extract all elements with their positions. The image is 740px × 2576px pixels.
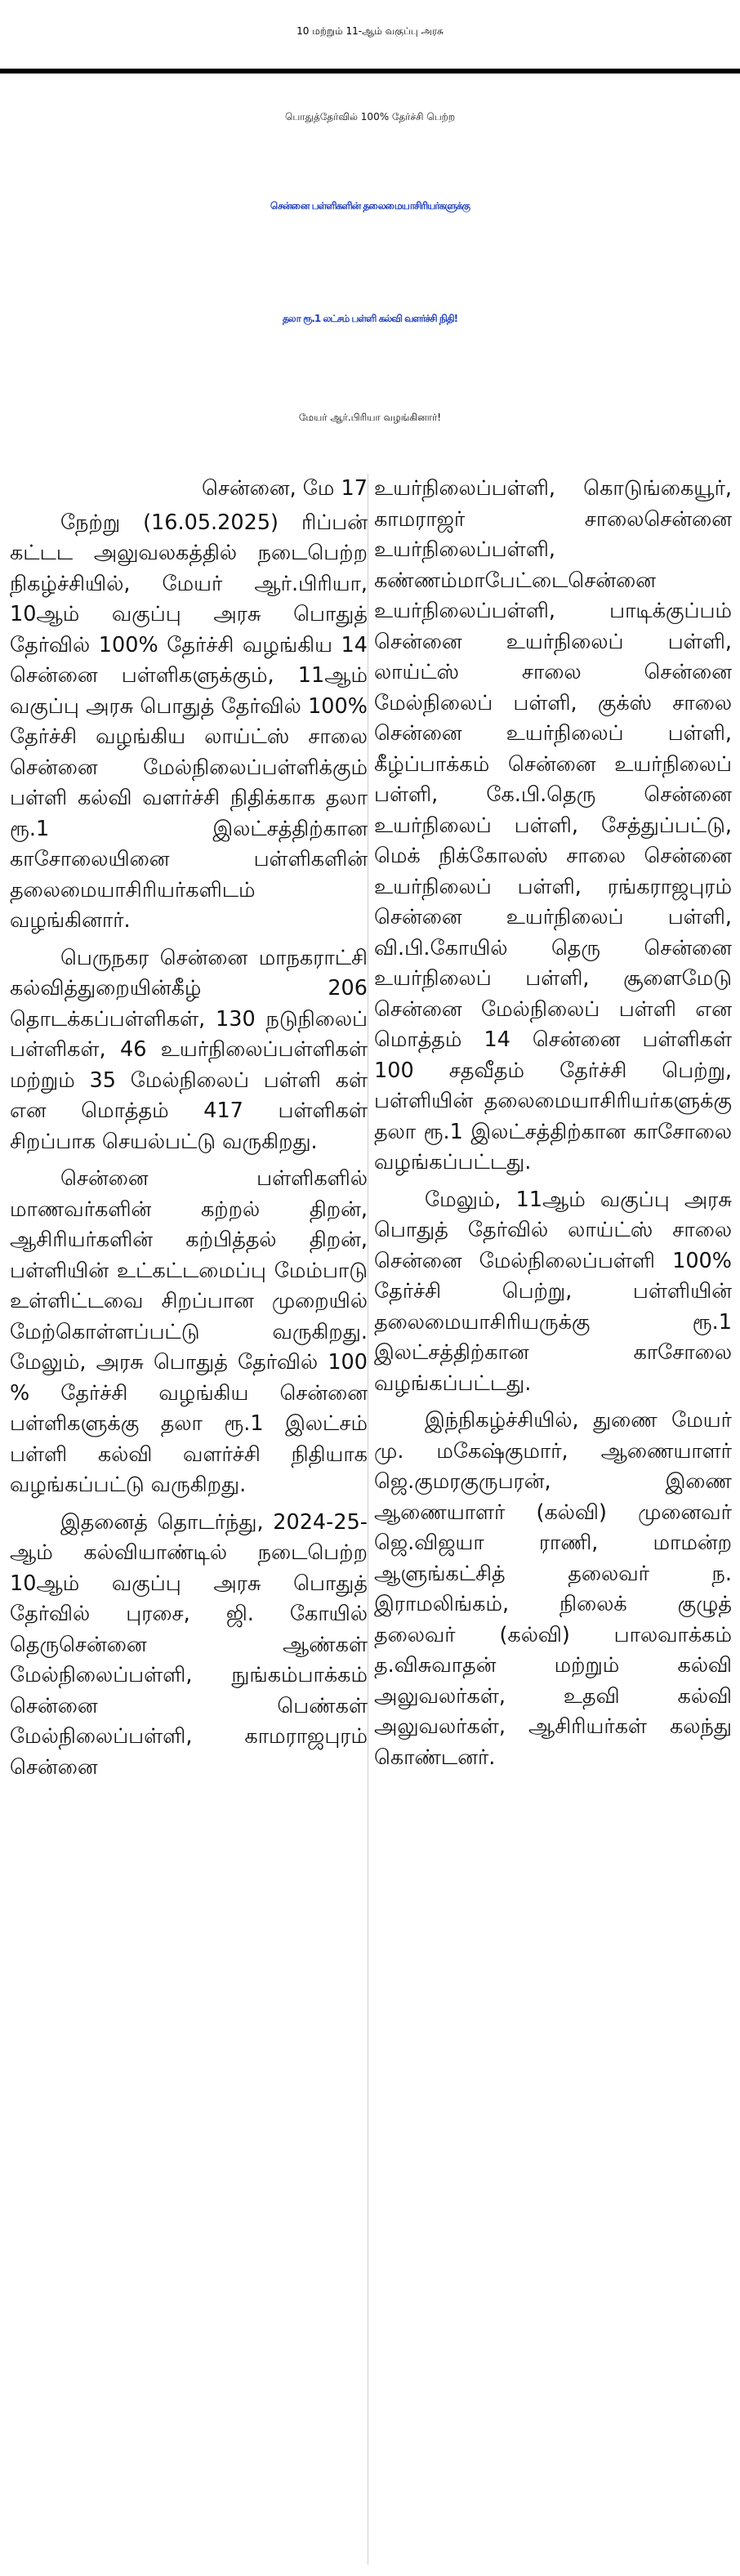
dateline: சென்னை, மே 17 — [202, 476, 368, 501]
headline-line-1: சென்னை பள்ளிகளின் தலைமையாசிரியர்களுக்கு — [270, 200, 470, 212]
headline-line-2: தலா ரூ.1 லட்சம் பள்ளி கல்வி வளர்ச்சி நிதி! — [282, 313, 458, 324]
subheadline: மேயர் ஆர்.பிரியா வழங்கினார்! — [298, 412, 442, 423]
paragraph: இதனைத் தொடர்ந்து, 2024-25-ஆம் கல்வியாண்டில் நடைபெற்ற 10ஆம் வகுப்பு அரசு பொதுத் தேர்வில் புரசை, ஜி. கோயில் தெருசென்னை ஆண்கள் மேல்நிலைப்பள்ளி, நுங்கம்பாக்கம் சென்னை பெண்கள் மேல்நிலைப்பள்ளி, காமராஜபுரம் சென்னை — [10, 1509, 368, 1780]
paragraph: மேலும், 11ஆம் வகுப்பு அரசு பொதுத் தேர்வில் லாய்ட்ஸ் சாலை சென்னை மேல்நிலைப்பள்ளி 100% தேர்ச்சி பெற்று, பள்ளியின் தலைமையாசிரியருக்கு ரூ.1 இலட்சத்திற்கான காசோலை வழங்கப்பட்டது. — [374, 1187, 732, 1396]
kicker-line-2: பொதுத்தேர்வில் 100% தேர்ச்சி பெற்ற — [285, 111, 455, 123]
kicker-line-1: 10 மற்றும் 11-ஆம் வகுப்பு அரசு — [296, 25, 444, 37]
article-column-left — [10, 474, 368, 1789]
paragraph: இந்நிகழ்ச்சியில், துணை மேயர் மு. மகேஷ்குமார், ஆணையாளர் ஜெ.குமரகுருபரன், இணை ஆணையாளர் (கல்வி) முனைவர் ஜெ.விஜயா ராணி, மாமன்ற ஆளுங்கட்சித் தலைவர் ந. இராமலிங்கம், நிலைக் குழுத் தலைவர் (கல்வி) பாலவாக்கம் த.விசுவாதன் மற்றும் கல்வி அலுவலர்கள், உதவி கல்வி அலுவலர்கள், ஆசிரியர்கள் கலந்து கொண்டனர். — [374, 1408, 732, 1770]
headline — [0, 154, 740, 378]
paragraph: பெருநகர சென்னை மாநகராட்சி கல்வித்துறையின்கீழ் 206 தொடக்கப்பள்ளிகள், 130 நடுநிலைப் பள்ளிகள், 46 உயர்நிலைப்பள்ளிகள் மற்றும் 35 மேல்நிலைப் பள்ளி கள் என மொத்தம் 417 பள்ளிகள் சிறப்பாக செயல்பட்டு வருகிறது. — [10, 945, 368, 1154]
paragraph: சென்னை பள்ளிகளில் மாணவர்களின் கற்றல் திறன், ஆசிரியர்களின் கற்பித்தல் திறன், பள்ளியின் உட்கட்டமைப்பு மேம்பாடு உள்ளிட்டவை சிறப்பான முறையில் மேற்கொள்ளப்பட்டு வருகிறது. மேலும், அரசு பொதுத் தேர்வில் 100 % தேர்ச்சி வழங்கிய சென்னை பள்ளிகளுக்கு தலா ரூ.1 இலட்சம் பள்ளி கல்வி வளர்ச்சி நிதியாக வழங்கப்பட்டு வருகிறது. — [10, 1166, 368, 1497]
article-column-right — [374, 474, 732, 1780]
paragraph: உயர்நிலைப்பள்ளி, கொடுங்கையூர், காமராஜர் சாலைசென்னை உயர்நிலைப்பள்ளி, கண்ணம்மாபேட்டைசென்னை உயர்நிலைப்பள்ளி, பாடிக்குப்பம் சென்னை உயர்நிலைப் பள்ளி, லாய்ட்ஸ் சாலை சென்னை மேல்நிலைப் பள்ளி, குக்ஸ் சாலை சென்னை உயர்நிலைப் பள்ளி, கீழ்ப்பாக்கம் சென்னை உயர்நிலைப் பள்ளி, கே.பி.தெரு சென்னை உயர்நிலைப் பள்ளி, சேத்துப்பட்டு, மெக் நிக்கோலஸ் சாலை சென்னை உயர்நிலைப் பள்ளி, ரங்கராஜபுரம் சென்னை உயர்நிலைப் பள்ளி, வி.பி.கோயில் தெரு சென்னை உயர்நிலைப் பள்ளி, சூளைமேடு சென்னை மேல்நிலைப் பள்ளி என மொத்தம் 14 சென்னை பள்ளிகள் 100 சதவீதம் தேர்ச்சி பெற்று, பள்ளியின் தலைமையாசிரியர்களுக்கு தலா ரூ.1 இலட்சத்திற்கான காசோலை வழங்கப்பட்டது. — [374, 476, 732, 1174]
divider-rule — [0, 69, 740, 74]
paragraph: நேற்று (16.05.2025) ரிப்பன் கட்டட அலுவலகத்தில் நடைபெற்ற நிகழ்ச்சியில், மேயர் ஆர்.பிரியா, 10ஆம் வகுப்பு அரசு பொதுத் தேர்வில் 100% தேர்ச்சி வழங்கிய 14 சென்னை பள்ளிகளுக்கும், 11ஆம் வகுப்பு அரசு பொதுத் தேர்வில் 100% தேர்ச்சி வழங்கிய லாய்ட்ஸ் சாலை சென்னை மேல்நிலைப்பள்ளிக்கும் பள்ளி கல்வி வளர்ச்சி நிதிக்காக தலா ரூ.1 இலட்சத்திற்கான காசோலையினை பள்ளிகளின் தலைமையாசிரியர்களிடம் வழங்கினார். — [10, 510, 368, 933]
